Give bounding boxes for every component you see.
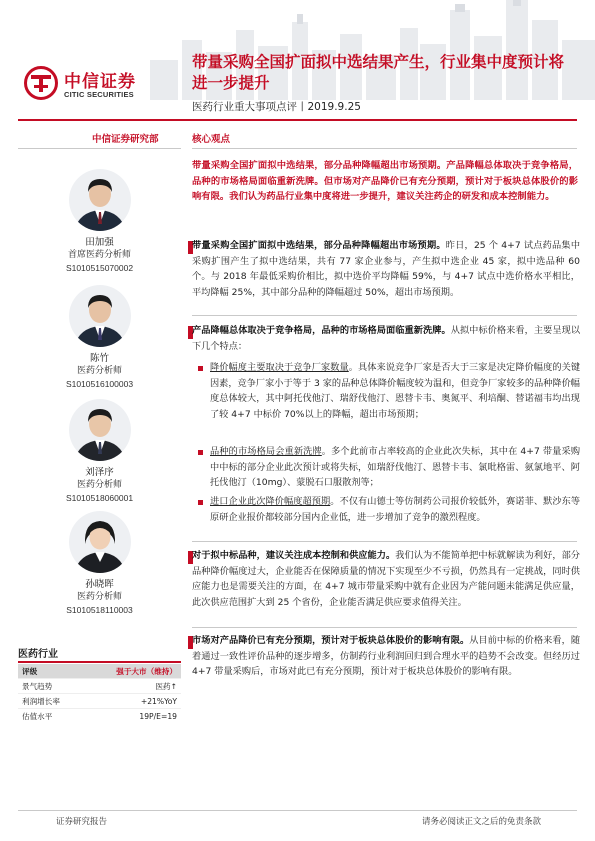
analyst-name: 孙晓晖 <box>85 579 114 590</box>
footer-report-type: 证券研究报告 <box>56 817 108 827</box>
analyst-title: 医药分析师 <box>76 480 122 490</box>
profit-growth-value: +21%YoY <box>83 694 181 709</box>
paragraph-1 <box>192 238 580 301</box>
analyst-photo-icon <box>68 398 132 462</box>
footer-disclaimer: 请务必阅读正文之后的免责条款 <box>422 817 542 827</box>
paragraph-text: 我们认为不能简单把中标就解读为利好，部分品种降价幅度过大，企业能否在保障质量的情况下实现至少不亏损，仍然具有一定挑战，同时供应能力也是需要关注的方面，在 4+7 城市带量采购中就有企业因为产能问题未能满足供应量，此次供应范围扩大到 25 个省份，企业能否满足供应要求值得关注。 <box>192 550 580 609</box>
core-view-summary: 带量采购全国扩面拟中选结果，部分品种降幅超出市场预期。产品降幅总体取决于竞争格局，品种的市场格局面临重新洗牌。但市场对产品降价已有充分预期，预计对于板块总体股价的影响有限。我们认为药品行业集中度将进一步提升，建议关注药企的研发和成本控制能力。 <box>192 160 578 203</box>
header-divider <box>18 119 577 121</box>
bullet-text: 。不仅有山德士等仿制药公司报价较低外，赛诺菲、默沙东等原研企业报价都较部分国内企业低，进一步增加了竞争的激烈程度。 <box>210 496 581 523</box>
bullet-text: 。多个此前市占率较高的企业此次失标，其中在 4+7 带量采购中中标的部分企业此次预计或将失标，如瑞舒伐他汀、恩替卡韦、氯吡格雷、氨氯地平、阿托伐他汀（10mg）、蒙脱石口服散剂等； <box>210 446 581 489</box>
bullet-text: 。具体来说竞争厂家是否大于三家是决定降价幅度的关键因素，竞争厂家小于等于 3 家的品种总体降价幅度较为温和，但竞争厂家较多的品种降价幅度总体较大，其中阿托伐他汀、瑞舒伐他汀、恩替卡韦、奥氮平、利培酮、替诺福韦均出现了较 4+7 中标价 70%以上的降幅，超出市场预期； <box>210 362 581 421</box>
logo-english-text: CITIC SECURITIES <box>64 90 134 99</box>
report-subtitle: 医药行业重大事项点评丨2019.9.25 <box>192 101 361 113</box>
sector-heading-rule <box>18 661 181 663</box>
analyst-card <box>18 284 181 391</box>
analyst-code: S1010515070002 <box>65 263 134 273</box>
analyst-code: S1010518060001 <box>65 493 134 503</box>
research-dept-heading: 中信证券研究部 <box>92 134 159 145</box>
citic-logo-icon <box>24 66 58 100</box>
analyst-title: 医药分析师 <box>76 592 122 602</box>
left-heading-rule <box>18 148 181 149</box>
bullet-1 <box>210 360 580 423</box>
right-heading-rule <box>192 148 577 149</box>
paragraph-text: 从拟中标价格来看，主要呈现以下几个特点： <box>192 325 581 352</box>
company-logo <box>24 58 194 106</box>
paragraph-text: 从目前中标的价格来看，随着通过一致性评价品种的逐步增多，仿制药行业利润回归到合理水平的趋势不会改变。但经历过 4+7 带量采购后，市场对此已有充分预期，预计对于板块总体股价的影响有限。 <box>192 635 581 678</box>
analyst-card <box>18 168 181 275</box>
analyst-photo-icon <box>68 510 132 574</box>
paragraph-lead: 市场对产品降价已有充分预期，预计对于板块总体股价的影响有限。 <box>192 635 470 646</box>
analyst-title: 医药分析师 <box>76 366 122 376</box>
bullet-3 <box>210 494 580 525</box>
table-row <box>18 679 181 694</box>
rating-label: 评级 <box>18 664 83 679</box>
paragraph-4 <box>192 633 580 680</box>
analyst-code: S1010516100003 <box>65 379 134 389</box>
paragraph-lead: 对于拟中标品种，建议关注成本控制和供应能力。 <box>192 550 396 561</box>
logo-chinese-text: 中信证券 <box>64 72 136 92</box>
analyst-name: 田加强 <box>85 237 114 248</box>
bullet-marker <box>198 450 203 455</box>
valuation-value: 19P/E=19 <box>83 709 181 724</box>
trend-value: 医药↑ <box>83 679 181 694</box>
paragraph-lead: 带量采购全国扩面拟中选结果，部分品种降幅超出市场预期。 <box>192 240 446 251</box>
bullet-marker <box>198 366 203 371</box>
analyst-photo-icon <box>68 168 132 232</box>
analyst-code: S1010518110003 <box>66 605 133 615</box>
analyst-card <box>18 510 181 617</box>
rating-value: 强于大市（维持） <box>83 664 181 679</box>
report-title: 带量采购全国扩面拟中选结果产生，行业集中度预计将进一步提升 <box>192 53 565 92</box>
paragraph-3 <box>192 548 580 611</box>
paragraph-2 <box>192 323 580 354</box>
paragraph-lead: 产品降幅总体取决于竞争格局，品种的市场格局面临重新洗牌。 <box>192 325 451 336</box>
bullet-lead: 品种的市场格局会重新洗牌 <box>210 446 322 457</box>
table-row <box>18 709 181 724</box>
bullet-marker <box>198 500 203 505</box>
sector-table <box>18 664 181 723</box>
section-divider <box>192 541 577 542</box>
section-divider <box>192 627 577 628</box>
core-view-heading: 核心观点 <box>192 134 231 145</box>
footer-rule <box>18 810 577 811</box>
bullet-2 <box>210 444 580 491</box>
analyst-title: 首席医药分析师 <box>67 250 131 260</box>
valuation-label: 估值水平 <box>18 709 83 724</box>
bullet-lead: 进口企业此次降价幅度超预期 <box>210 496 331 507</box>
analyst-name: 陈竹 <box>89 353 109 364</box>
sector-heading: 医药行业 <box>18 649 58 660</box>
analyst-photo-icon <box>68 284 132 348</box>
table-row <box>18 664 181 679</box>
table-row <box>18 694 181 709</box>
paragraph-text: 昨日，25 个 4+7 试点药品集中采购扩围产生了拟中选结果，共有 77 家企业参与，产生拟中选企业 45 家，拟中选品种 60 个。与 2018 年最低采购价相比，拟中选价平均降幅 59%，与 4+7 试点中选价格水平相比，平均降幅 25%，其中部分品种的降幅超过 50%，超出市场预期。 <box>192 240 581 299</box>
section-divider <box>192 315 577 316</box>
profit-growth-label: 利润增长率 <box>18 694 83 709</box>
analyst-card <box>18 398 181 505</box>
analyst-name: 刘泽序 <box>85 467 114 478</box>
bullet-lead: 降价幅度主要取决于竞争厂家数量 <box>210 362 349 373</box>
trend-label: 景气趋势 <box>18 679 83 694</box>
